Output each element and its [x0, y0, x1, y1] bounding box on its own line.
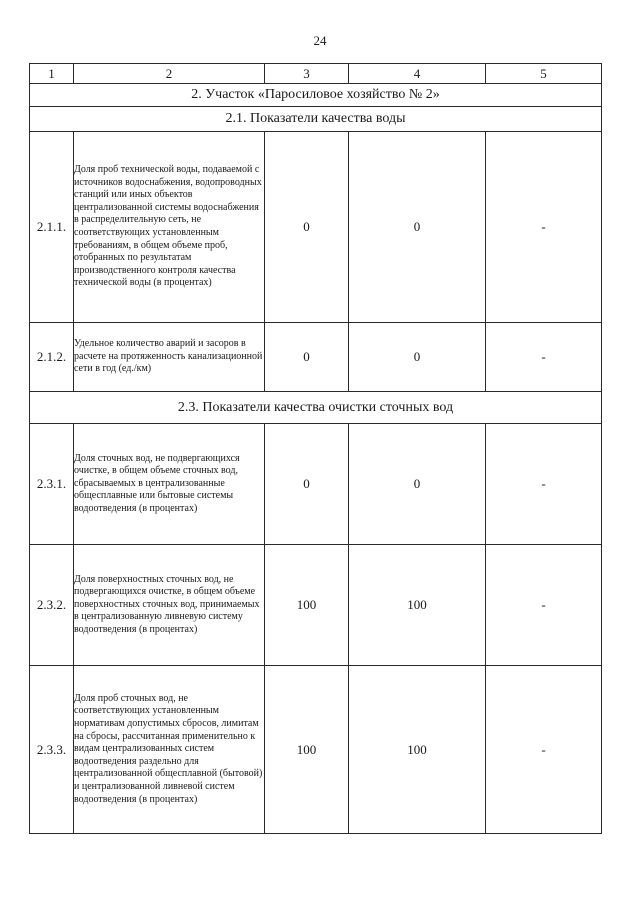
column-header-5: 5: [486, 64, 602, 84]
row-value-col4: 100: [349, 666, 486, 834]
row-value-col5: -: [486, 132, 602, 323]
table-row: [30, 323, 602, 392]
table-row: [30, 545, 602, 666]
row-value-col3: 0: [265, 132, 349, 323]
row-description: Доля проб технической воды, подаваемой с источников водоснабжения, водопроводных станций или иных объектов централизованной системы водоснабжения в распределительную сеть, не соответствующих установленным требованиям, в общем объеме проб, отобранных по результатам производственного контроля качества технической воды (в процентах): [74, 132, 265, 323]
subsection-title-row: [30, 392, 602, 424]
row-description: Доля поверхностных сточных вод, не подвергающихся очистке, в общем объеме поверхностных сточных вод, принимаемых в централизованную ливневую систему водоотведения (в процентах): [74, 545, 265, 666]
table-row: [30, 132, 602, 323]
column-header-row: [30, 64, 602, 84]
row-value-col3: 100: [265, 666, 349, 834]
row-description: Доля сточных вод, не подвергающихся очистке, в общем объеме сточных вод, сбрасываемых в централизованные общесплавные или бытовые системы водоотведения (в процентах): [74, 424, 265, 545]
table-row: [30, 666, 602, 834]
row-value-col5: -: [486, 545, 602, 666]
row-value-col4: 100: [349, 545, 486, 666]
section-title-row: [30, 84, 602, 107]
subsection-title: 2.3. Показатели качества очистки сточных вод: [30, 392, 602, 424]
row-value-col4: 0: [349, 132, 486, 323]
row-value-col4: 0: [349, 424, 486, 545]
row-value-col5: -: [486, 424, 602, 545]
row-value-col5: -: [486, 323, 602, 392]
page-number: 24: [313, 33, 327, 48]
subsection-title-row: [30, 107, 602, 132]
row-number: 2.3.3.: [30, 666, 74, 834]
row-value-col3: 0: [265, 424, 349, 545]
row-value-col4: 0: [349, 323, 486, 392]
row-number: 2.1.1.: [30, 132, 74, 323]
column-header-1: 1: [30, 64, 74, 84]
row-value-col3: 100: [265, 545, 349, 666]
row-value-col3: 0: [265, 323, 349, 392]
row-number: 2.3.2.: [30, 545, 74, 666]
row-number: 2.3.1.: [30, 424, 74, 545]
row-value-col5: -: [486, 666, 602, 834]
row-description: Удельное количество аварий и засоров в расчете на протяженность канализационной сети в год (ед./км): [74, 323, 265, 392]
section-title: 2. Участок «Паросиловое хозяйство № 2»: [30, 84, 602, 107]
table-row: [30, 424, 602, 545]
column-header-3: 3: [265, 64, 349, 84]
subsection-title: 2.1. Показатели качества воды: [30, 107, 602, 132]
row-number: 2.1.2.: [30, 323, 74, 392]
indicators-table: [29, 63, 602, 834]
row-description: Доля проб сточных вод, не соответствующих установленным нормативам допустимых сбросов, лимитам на сбросы, рассчитанная применительно к видам централизованных систем водоотведения раздельно для централизованной общесплавной (бытовой) и централизованной ливневой систем водоотведения (в процентах): [74, 666, 265, 834]
column-header-2: 2: [74, 64, 265, 84]
column-header-4: 4: [349, 64, 486, 84]
